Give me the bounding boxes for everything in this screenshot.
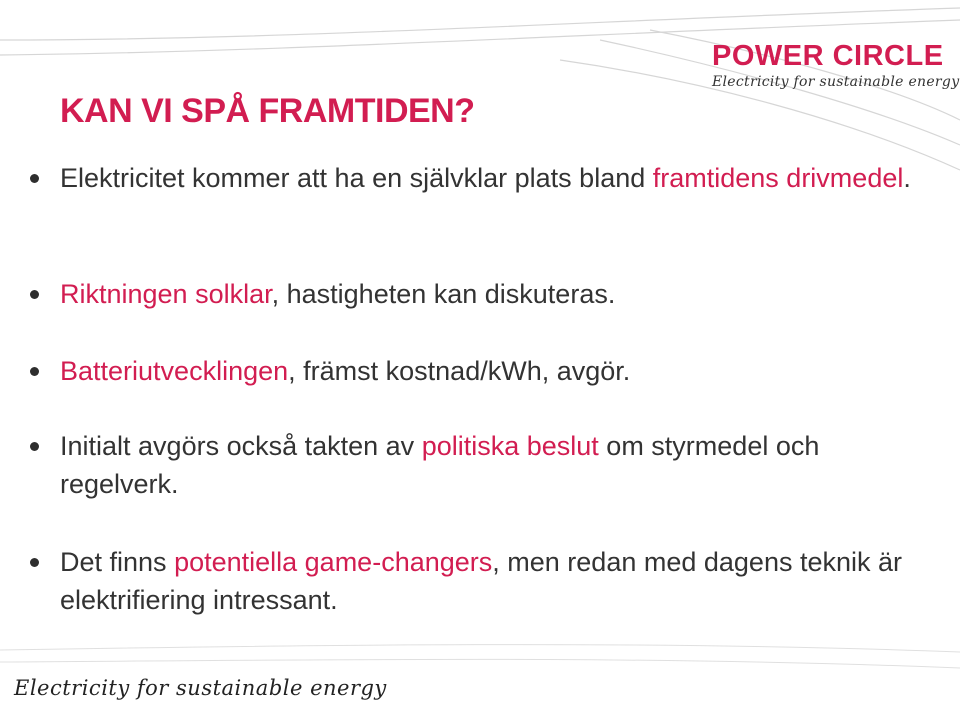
bullet-text-accent: Riktningen solklar <box>60 279 272 309</box>
bullet-text <box>60 352 940 390</box>
bullet-text-plain: Det finns <box>60 547 175 577</box>
bullet-text <box>60 427 940 503</box>
bullet-dot-icon <box>30 174 39 183</box>
bullet-text <box>60 275 940 313</box>
power-circle-logo <box>712 40 960 90</box>
bullet-dot-icon <box>30 290 39 299</box>
bullet-text-accent: Batteriutvecklingen <box>60 356 289 386</box>
slide-title: KAN VI SPÅ FRAMTIDEN? <box>60 92 475 130</box>
bullet-text-plain: Initialt avgörs också takten av <box>60 431 422 461</box>
logo-name: POWER CIRCLE <box>712 40 944 72</box>
bullet-dot-icon <box>30 442 39 451</box>
bullet-text-plain: om styrmedel och regelverk. <box>60 431 820 499</box>
bullet-text-accent: framtidens drivmedel <box>652 163 904 193</box>
bullet-dot-icon <box>30 558 39 567</box>
bullet-text-plain: Elektricitet kommer att ha en självklar plats bland <box>60 163 653 193</box>
bullet-text-plain: , men redan med dagens teknik är elektrifiering intressant. <box>60 547 902 615</box>
bullet-text <box>60 543 940 619</box>
footer-tagline: Electricity for sustainable energy <box>14 676 387 700</box>
bullet-text-plain: , främst kostnad/kWh, avgör. <box>288 356 631 386</box>
bullet-text <box>60 159 940 197</box>
bullet-text-plain: , hastigheten kan diskuteras. <box>271 279 616 309</box>
bullet-text-accent: politiska beslut <box>421 431 599 461</box>
bullet-text-accent: potentiella game-changers <box>174 547 493 577</box>
logo-tagline: Electricity for sustainable energy <box>712 74 960 90</box>
bullet-text-plain: . <box>903 163 911 193</box>
bullet-dot-icon <box>30 367 39 376</box>
